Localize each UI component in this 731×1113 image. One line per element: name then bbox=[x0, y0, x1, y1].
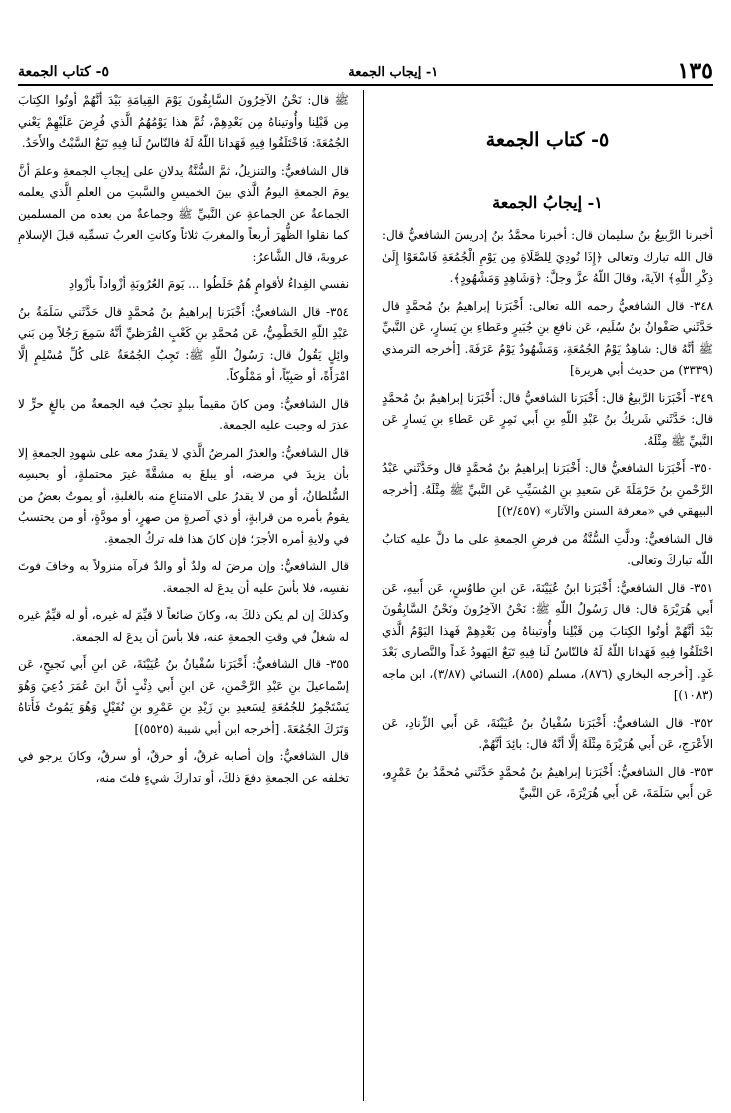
running-chapter-title: ٥- كتاب الجمعة bbox=[18, 64, 109, 80]
right-column bbox=[382, 90, 713, 1101]
left-paragraph: ٣٥٥- قال الشافعيُّ: أَخْبَرَنا سُفْيانُ بنُ عُيَيْنَةَ، عَن ابنِ أَبي نَجيحٍ، عَن إسْماعيلَ بنِ عَبْدِ الرَّحْمنِ، عَن ابنِ أَبي ذِئْبٍ أنَّ ابنَ عُمَرَ دُعِيَ وَهُوَ يَسْتَجْمِرُ للجُمُعَةِ لِسَعيدِ بنِ زَيْدِ بنِ عَمْرِو بنِ نُفَيْلٍ وَهُوَ يَمُوتُ فَأَتاهُ وَتَرَكَ الجُمُعَةَ. [أخرجه ابن أبي شيبة (٥٥٢٥)] bbox=[18, 657, 349, 736]
left-column bbox=[18, 90, 364, 1101]
page-header bbox=[18, 50, 713, 86]
right-paragraph: قال الشافعيُّ: ودلَّتِ السُّنَّةُ من فرضِ الجمعةِ على ما دلَّ عليه كتابُ اللّه تباركَ وتعالى. bbox=[382, 531, 713, 567]
left-paragraph: ﷺ قال: نَحْنُ الآخِرُونَ السَّابِقُونَ يَوْمَ القِيامَةِ بَيْدَ أنَّهُمْ أوتُوا الكِتابَ مِن قَبْلِنا وأُوتيناهُ مِن بَعْدِهِمْ، ثُمَّ هذا يَوْمُهُمُ الَّذي فُرِضَ عَلَيْهِمْ يَعْني الجُمُعَةَ: فَاخْتَلَفُوا فِيهِ فَهَدانا اللّهُ لَهُ فالنّاسُ لَنا فِيهِ تَبَعٌ السَّبْتُ والأَحَدُ. bbox=[18, 93, 349, 150]
running-section-title: ١- إيجاب الجمعة bbox=[348, 65, 439, 80]
left-paragraph: قال الشافعيُّ: وإن مرضَ له ولدٌ أو والدٌ فرآه منزولاً به وخافَ فوتَ نفسِه، فلا بأسَ عليه أن يدعَ له الجمعة. bbox=[18, 559, 349, 595]
right-paragraph: ٣٥٠- أَخْبَرَنا الشافعيُّ قال: أَخْبَرَنا إبراهيمُ بنُ مُحمَّدٍ قال وحَدَّثَني عَبْدُ الرَّحْمنِ بنُ حَرْمَلَةَ عَن سَعيدِ بنِ المُسَيِّبِ عَن النَّبيِّ ﷺ مِثْلَهُ. [أخرجه البيهقي في «معرفة السنن والآثار» (٢/٤٥٧)] bbox=[382, 461, 713, 518]
right-paragraph: أخبرنا الرَّبيعُ بنُ سليمان قال: أخبرنا محمَّدُ بنُ إدريسَ الشافعيُّ قال: قال الله تبارك وتعالى ﴿إِذَا نُودِيَ لِلصَّلَاةِ مِن يَوْمِ الْجُمُعَةِ فَاسْعَوْا إِلَىٰ ذِكْرِ اللَّهِ﴾ الآيةَ، وقالَ اللّهُ عزَّ وجلَّ: ﴿وَشَاهِدٍ وَمَشْهُودٍ﴾. bbox=[382, 228, 713, 285]
text-columns bbox=[18, 90, 713, 1101]
left-paragraph: ٣٥٤- قال الشافعيُّ: أَخْبَرَنا إبراهيمُ بنُ مُحمَّدٍ قال حَدَّثَني سَلَمَةُ بنُ عَبْدِ اللّهِ الخَطْمِيُّ، عَن مُحمَّدِ بنِ كَعْبٍ القُرَظيِّ أنَّهُ سَمِعَ رَجُلاً مِن بَني وائِلٍ يَقُولُ قال: رَسُولُ اللّهِ ﷺ: تَجِبُ الجُمُعَةُ عَلى كُلِّ مُسْلِمٍ إلَّا امْرَأَةً، أو صَبِيّاً، أو مَمْلُوكاً. bbox=[18, 304, 349, 383]
right-paragraph: ٣٤٨- قال الشافعيُّ رحمه الله تعالى: أَخْبَرَنا إبراهيمُ بنُ مُحمَّدٍ قال حَدَّثَني صَفْوانُ بنُ سُلَيم، عَن نافعِ بنِ جُبَيرٍ وعَطاءِ بنِ يَسارٍ، عَن النَّبيِّ ﷺ أنَّهُ قال: شاهِدٌ يَوْمُ الجُمُعَةِ، وَمَشْهُودٌ يَوْمُ عَرَفَةَ. [أخرجه الترمذي (٣٣٣٩) من حديث أبي هريرة] bbox=[382, 298, 713, 377]
left-paragraph: قال الشافعيُّ: وإن أصابه غرقٌ، أو حرقٌ، أو سرقٌ، وكانَ يرجو في تخلفه عن الجمعةِ دفعَ ذلكَ، أو تداركَ شيءٍ فلتَ منه، bbox=[18, 749, 349, 785]
left-paragraph: قال الشافعيُّ: ومن كانَ مقيماً ببلدٍ تجبُ فيه الجمعةُ من بالغٍ حرٍّ لا عذرَ له وجبت عليه الجمعة. bbox=[18, 396, 349, 432]
left-paragraph: وكذلكَ إن لم يكن ذلكَ به، وكانَ ضائعاً لا قيِّمَ له غيره، أو له قيِّمٌ غيره له شغلٌ في وقتِ الجمعةِ عنه، فلا بأسَ أن يدعَ له الجمعة. bbox=[18, 608, 349, 644]
right-paragraph: ٣٤٩- أَخْبَرَنا الرَّبيعُ قال: أَخْبَرَنا الشافعيُّ قال: أَخْبَرَنا إبراهيمُ بنُ مُحمَّدٍ قال: حَدَّثَني شَريكُ بنُ عَبْدِ اللّهِ بنِ أَبي نَمِرٍ عَن عَطاءِ بنِ يَسارٍ عَن النَّبيِّ ﷺ مِثْلَهُ. bbox=[382, 390, 713, 448]
right-paragraph: ٣٥٢- قال الشافعيُّ: أَخْبَرَنا سُفْيانُ بنُ عُيَيْنَةَ، عَن أَبي الزِّنادِ، عَن الأَعْرَجِ، عَن أَبي هُرَيْرَةَ مِثْلَهُ إلَّا أنَّهُ قال: بائِدَ أنَّهُمْ. bbox=[382, 715, 713, 751]
left-paragraph: قال الشافعيُّ: والتنزيلُ، ثمَّ السُّنَّةُ يدلانِ على إيجابِ الجمعةِ وعلمَ أنَّ يومَ الجمعةِ اليومُ الَّذي بينَ الخميسِ والسَّبتِ من العلمِ الَّذي يعلمه الجماعةُ عن الجماعةِ عن النَّبيِّ ﷺ وجماعةٌ من بعده من المسلمين كما نقلوا الظُّهرَ أربعاً والمغربَ ثلاثاً وكانتِ العربُ تسمِّيه قبلَ الإسلامِ عروبةَ، قال الشَّاعرُ: bbox=[18, 163, 349, 264]
right-paragraph: ٣٥٣- قال الشافعيُّ: أَخْبَرَنا إبراهيمُ بنُ مُحمَّدٍ حَدَّثَني مُحمَّدُ بنُ عَمْرٍو، عَن أَبي سَلَمَةَ، عَن أَبي هُرَيْرَةَ، عَن النَّبيِّ bbox=[382, 764, 713, 800]
page-number: ١٣٥ bbox=[677, 58, 713, 84]
section-title: ١- إيجابُ الجمعة bbox=[492, 192, 603, 212]
chapter-title: ٥- كتاب الجمعة bbox=[485, 129, 610, 151]
left-paragraph: قال الشافعيُّ: والعذرُ المرضُ الَّذي لا يقدرُ معه على شهودِ الجمعةِ إلا بأن يزيدَ في مرضه، أو يبلغَ به مشقَّةً غيرَ محتملةٍ، أو بحبسِه السُّلطانُ، أو من لا يقدرُ على الامتناعِ منه بالغلبةِ، أو يموتُ بعضُ من يقومُ بأمره من قرابةٍ، أو ذي آصرةٍ من صهرٍ، أو مودَّةٍ، أو من يحتسبُ في ولايةِ أمره الأجرَ؛ فإن كانَ هذا فله تركُ الجمعةِ. bbox=[18, 445, 349, 546]
poem-verse: نفسي الفِداءُ لأقوامٍ هُمُ خَلَطُوا ... يَومَ العُرُوبَةِ أزْواداً بأزْوادِ bbox=[68, 277, 349, 291]
right-paragraph: ٣٥١- قال الشافعيُّ: أَخْبَرَنا ابنُ عُيَيْنَةَ، عَن ابنِ طاوُسٍ، عَن أَبيهِ، عَن أَبي هُرَيْرَةَ قال: قال رَسُولُ اللّهِ ﷺ: نَحْنُ الآخِرُونَ ونَحْنُ السَّابِقُونَ بَيْدَ أنَّهُمْ أوتُوا الكِتابَ مِن قَبْلِنا وأُوتيناهُ مِن بَعْدِهِمْ فَهذا اليَوْمُ الَّذي اخْتَلَفُوا فِيهِ فَهَدانا اللّهُ لَهُ فالنّاسُ لَنا فِيهِ تَبَعٌ اليَهودُ غَداً والنَّصارى بَعْدَ غَدٍ. [أخرجه البخاري (٨٧٦)، مسلم (٨٥٥)، النسائي (٣/٨٧)، ابن ماجه (١٠٨٣)] bbox=[382, 580, 713, 702]
